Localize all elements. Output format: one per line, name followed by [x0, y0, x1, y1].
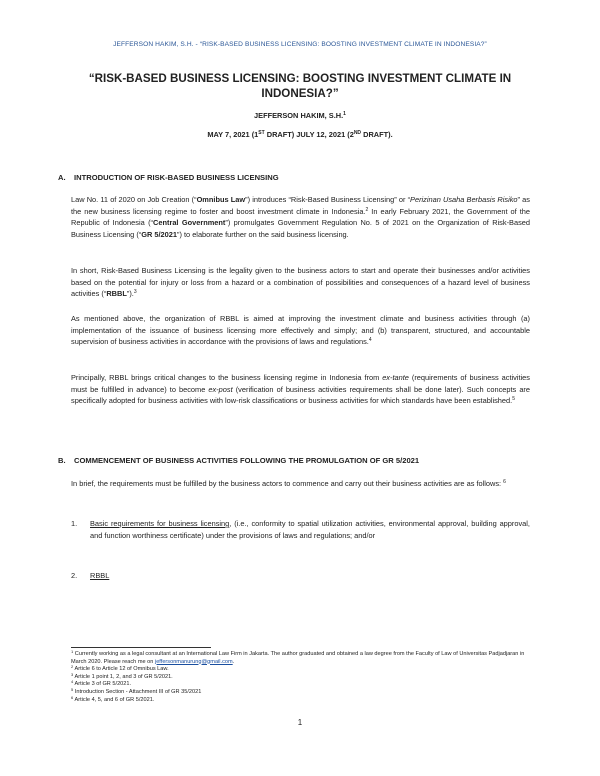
footnote-ref[interactable]: 5 — [512, 396, 515, 403]
footnote-ref[interactable]: 6 — [503, 479, 506, 485]
footnote: $^2$ Article 6 to Article 12 of Omnibus Law. — [71, 664, 169, 673]
list-number: 1. — [71, 519, 78, 528]
author-line — [0, 111, 600, 120]
section-a-paragraph-4: Principally, RBBL brings critical changes to the business licensing regime in Indonesia from ex-tante (requirements of business activities must be fulfilled in advance) to become ex-post (verification of business activities requirements shall be done later). Such concepts are specifically adopted for business activities with low-risk classifications or business activities for which standards have been established.$^5$ — [71, 373, 530, 406]
footnote: $^5$ Introduction Section - Attachment III of GR 35/2021 — [71, 686, 202, 695]
email-link[interactable]: jeffersonmanurung@gmail.com — [154, 658, 233, 665]
section-letter: A. — [58, 173, 66, 182]
section-a-heading — [58, 173, 279, 182]
footnotes — [71, 651, 533, 704]
footnote-divider — [71, 647, 211, 648]
footnote-ref[interactable]: 4 — [368, 337, 372, 344]
date-text: DRAFT) JULY 12, 2021 (2 — [264, 130, 354, 139]
list-number: 2. — [71, 571, 78, 580]
section-title: COMMENCEMENT OF BUSINESS ACTIVITIES FOLLOWING THE PROMULGATION OF GR 5/2021 — [74, 456, 420, 465]
footnote-ref[interactable]: 3 — [133, 289, 137, 296]
footnote: $^4$ Article 3 of GR 5/2021. — [71, 679, 132, 688]
author-footnote-mark: 1 — [343, 111, 346, 117]
section-b-heading — [58, 456, 419, 465]
footnote: $^1$ Currently working as a legal consultant at an International Law Firm in Jakarta. The author graduated and obtained a law degree from the Faculty of Law of Universitas Padjadjaran in March 2020. Please reach me on jeffersonmanurung@gmail.com. — [71, 649, 525, 665]
page-number: 1 — [297, 718, 303, 727]
title-line-1: “RISK-BASED BUSINESS LICENSING: BOOSTING INVESTMENT CLIMATE IN — [88, 72, 512, 85]
section-letter: B. — [58, 456, 66, 465]
document-title — [60, 71, 540, 101]
footnote: $^6$ Article 4, 5, and 6 of GR 5/2021. — [71, 694, 155, 703]
section-a-paragraph-2: In short, Risk-Based Business Licensing is the legality given to the business actors to start and operate their businesses and/or activities based on the potential for injury or loss from a hazard or a combination of possibilities and consequences of a hazard level of business activities (“RBBL”).$^3$ — [71, 266, 530, 299]
title-line-2: INDONESIA?” — [261, 87, 339, 100]
section-title: INTRODUCTION OF RISK-BASED BUSINESS LICENSING — [74, 173, 279, 182]
date-ordinal: ND — [353, 130, 362, 136]
date-text: MAY 7, 2021 (1 — [207, 130, 259, 139]
footnote-ref[interactable]: 2 — [365, 206, 369, 213]
section-b-intro: In brief, the requirements must be fulfilled by the business actors to commence and carry out their business activities are as follows: $^6$ — [71, 479, 506, 488]
running-header: JEFFERSON HAKIM, S.H. - “RISK-BASED BUSINESS LICENSING: BOOSTING INVESTMENT CLIMATE IN INDONESIA?” — [113, 41, 487, 48]
section-a-paragraph-1: Law No. 11 of 2020 on Job Creation (“Omnibus Law”) introduces “Risk-Based Business Licensing” or “Perizinan Usaha Berbasis Risiko” as the new business licensing regime to foster and boost investment climate in Indonesia.$^2$ In early February 2021, the Government of the Republic of Indonesia (“Central Government”) promulgates Government Regulation No. 5 of 2021 on the Organization of Risk-Based Business Licensing (“GR 5/2021”) to elaborate further on the said business licensing. — [71, 195, 530, 239]
list-item-heading: Basic requirements for business licensing — [90, 519, 230, 528]
list-item-heading: RBBL — [90, 571, 110, 580]
date-text: DRAFT). — [361, 130, 393, 139]
author-name: JEFFERSON HAKIM, S.H. — [254, 111, 344, 120]
draft-date-line — [0, 130, 600, 139]
date-ordinal: ST — [258, 130, 265, 136]
section-a-paragraph-3: As mentioned above, the organization of RBBL is aimed at improving the investment climate and business activities through (a) implementation of the issuance of business licensing more effectively and simply; and (b) transparent, structured, and accountable supervision of business activities in accordance with the provisions of laws and regulations.$^4$ — [71, 314, 530, 347]
footnote: $^3$ Article 1 point 1, 2, and 3 of GR 5/2021. — [71, 671, 173, 680]
list-item-text: , (i.e., conformity to spatial utilization activities, environmental approval, building approval, and function worthiness certificate) under the provisions of laws and regulations; and/or — [90, 519, 530, 540]
